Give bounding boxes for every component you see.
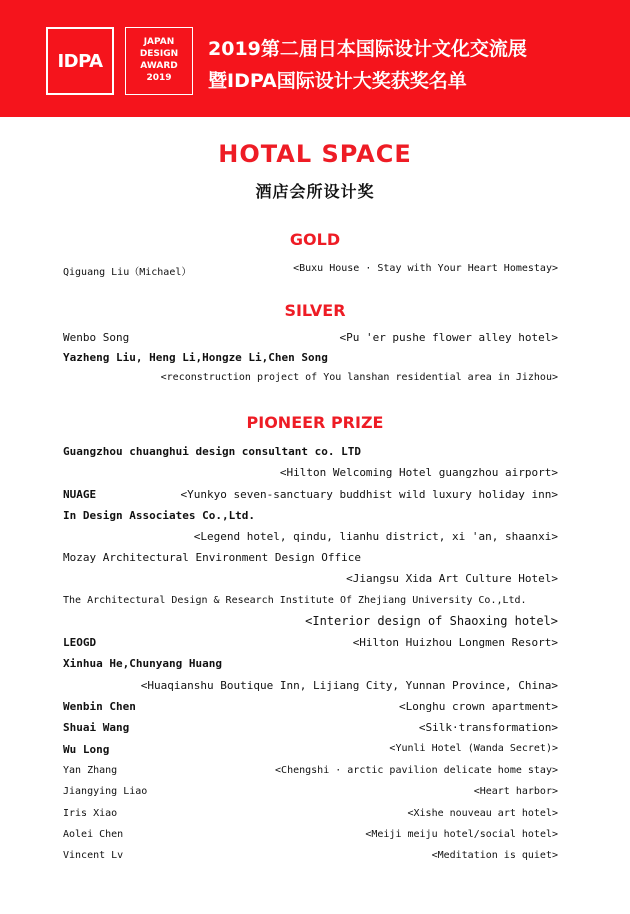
entry-name-row: [63, 595, 558, 611]
entry-name: Wenbin Chen: [63, 700, 136, 713]
entry-project: <Jiangsu Xida Art Culture Hotel>: [346, 572, 558, 585]
entry-name: In Design Associates Co.,Ltd.: [63, 509, 256, 522]
silver-heading: SILVER: [284, 301, 346, 320]
entry-project: <Meiji meiju hotel/social hotel>: [365, 829, 558, 840]
entry-name: Guangzhou chuanghui design consultant co. LTD: [63, 445, 362, 458]
award-line: AWARD: [140, 61, 178, 71]
entry-name: The Architectural Design & Research Institute Of Zhejiang University Co.,Ltd.: [63, 595, 527, 606]
header-banner: [0, 0, 630, 117]
entry-project: <Pu 'er pushe flower alley hotel>: [339, 331, 558, 344]
entry-project-row: [63, 679, 558, 695]
award-entry: [63, 263, 558, 279]
entry-project-row: [63, 572, 558, 588]
award-entry: [63, 636, 558, 652]
entry-name: Wu Long: [63, 743, 110, 756]
award-entry: [63, 850, 558, 866]
entry-name: Xinhua He,Chunyang Huang: [63, 657, 222, 670]
award-entry: [63, 721, 558, 737]
entry-project-row: [63, 466, 558, 482]
entry-project: <Yunkyo seven-sanctuary buddhist wild luxury holiday inn>: [180, 488, 558, 501]
entry-name: Vincent Lv: [63, 850, 124, 861]
entry-name: Yazheng Liu, Heng Li,Hongze Li,Chen Song: [63, 351, 328, 364]
entry-name-row: [63, 509, 558, 525]
japan-design-award-logo: [125, 27, 193, 95]
entry-name-row: [63, 551, 558, 567]
entry-name: NUAGE: [63, 488, 97, 501]
entry-name: LEOGD: [63, 636, 97, 649]
entry-project: <Heart harbor>: [473, 786, 558, 797]
header-title-line1: 2019第二届日本国际设计文化交流展: [208, 38, 527, 60]
award-line: JAPAN: [143, 37, 175, 47]
award-line: 2019: [146, 73, 172, 83]
entry-project: <reconstruction project of You lanshan residential area in Jizhou>: [160, 372, 558, 383]
entry-project: <Silk·transformation>: [418, 721, 558, 734]
award-entry: [63, 829, 558, 845]
entry-name: Aolei Chen: [63, 829, 124, 840]
award-entry: [63, 786, 558, 802]
entry-project: <Hilton Huizhou Longmen Resort>: [352, 636, 558, 649]
idpa-logo: IDPA: [46, 27, 114, 95]
category-title: HOTAL SPACE: [218, 140, 412, 168]
award-entry: [63, 808, 558, 824]
award-entry: [63, 700, 558, 716]
entry-project: <Interior design of Shaoxing hotel>: [305, 614, 558, 628]
entry-name: Qiguang Liu（Michael）: [63, 267, 192, 278]
entry-project: <Yunli Hotel (Wanda Secret)>: [389, 743, 558, 754]
award-line: DESIGN: [139, 49, 179, 59]
entry-name: Jiangying Liao: [63, 786, 148, 797]
entry-project: <Xishe nouveau art hotel>: [407, 808, 558, 819]
entry-name: Shuai Wang: [63, 721, 130, 734]
entry-name: Mozay Architectural Environment Design Office: [63, 551, 362, 564]
entry-project: <Meditation is quiet>: [431, 850, 558, 861]
award-entry: [63, 331, 558, 347]
entry-project: <Legend hotel, qindu, lianhu district, xi 'an, shaanxi>: [193, 530, 558, 543]
pioneer-heading: PIONEER PRIZE: [246, 413, 384, 432]
award-entry: [63, 488, 558, 504]
entry-project-row: [63, 530, 558, 546]
entry-name-row: [63, 445, 558, 461]
entry-name: Wenbo Song: [63, 331, 130, 344]
entry-project: <Buxu House · Stay with Your Heart Homestay>: [293, 263, 558, 274]
entry-project: <Huaqianshu Boutique Inn, Lijiang City, Yunnan Province, China>: [140, 679, 558, 692]
entry-project: <Longhu crown apartment>: [399, 700, 558, 713]
award-entry-name-row: [63, 351, 558, 367]
entry-project: <Chengshi · arctic pavilion delicate home stay>: [275, 765, 558, 776]
category-subtitle: 酒店会所设计奖: [255, 182, 375, 201]
entry-project-row: [63, 614, 558, 630]
award-entry: [63, 765, 558, 781]
header-title-line2: 暨IDPA国际设计大奖获奖名单: [208, 70, 467, 92]
entry-project: <Hilton Welcoming Hotel guangzhou airport>: [279, 466, 558, 479]
entry-name: Iris Xiao: [63, 808, 118, 819]
award-entry: [63, 743, 558, 759]
entry-name-row: [63, 657, 558, 673]
gold-heading: GOLD: [289, 230, 341, 249]
award-entry-project-row: [63, 372, 558, 388]
entry-name: Yan Zhang: [63, 765, 118, 776]
